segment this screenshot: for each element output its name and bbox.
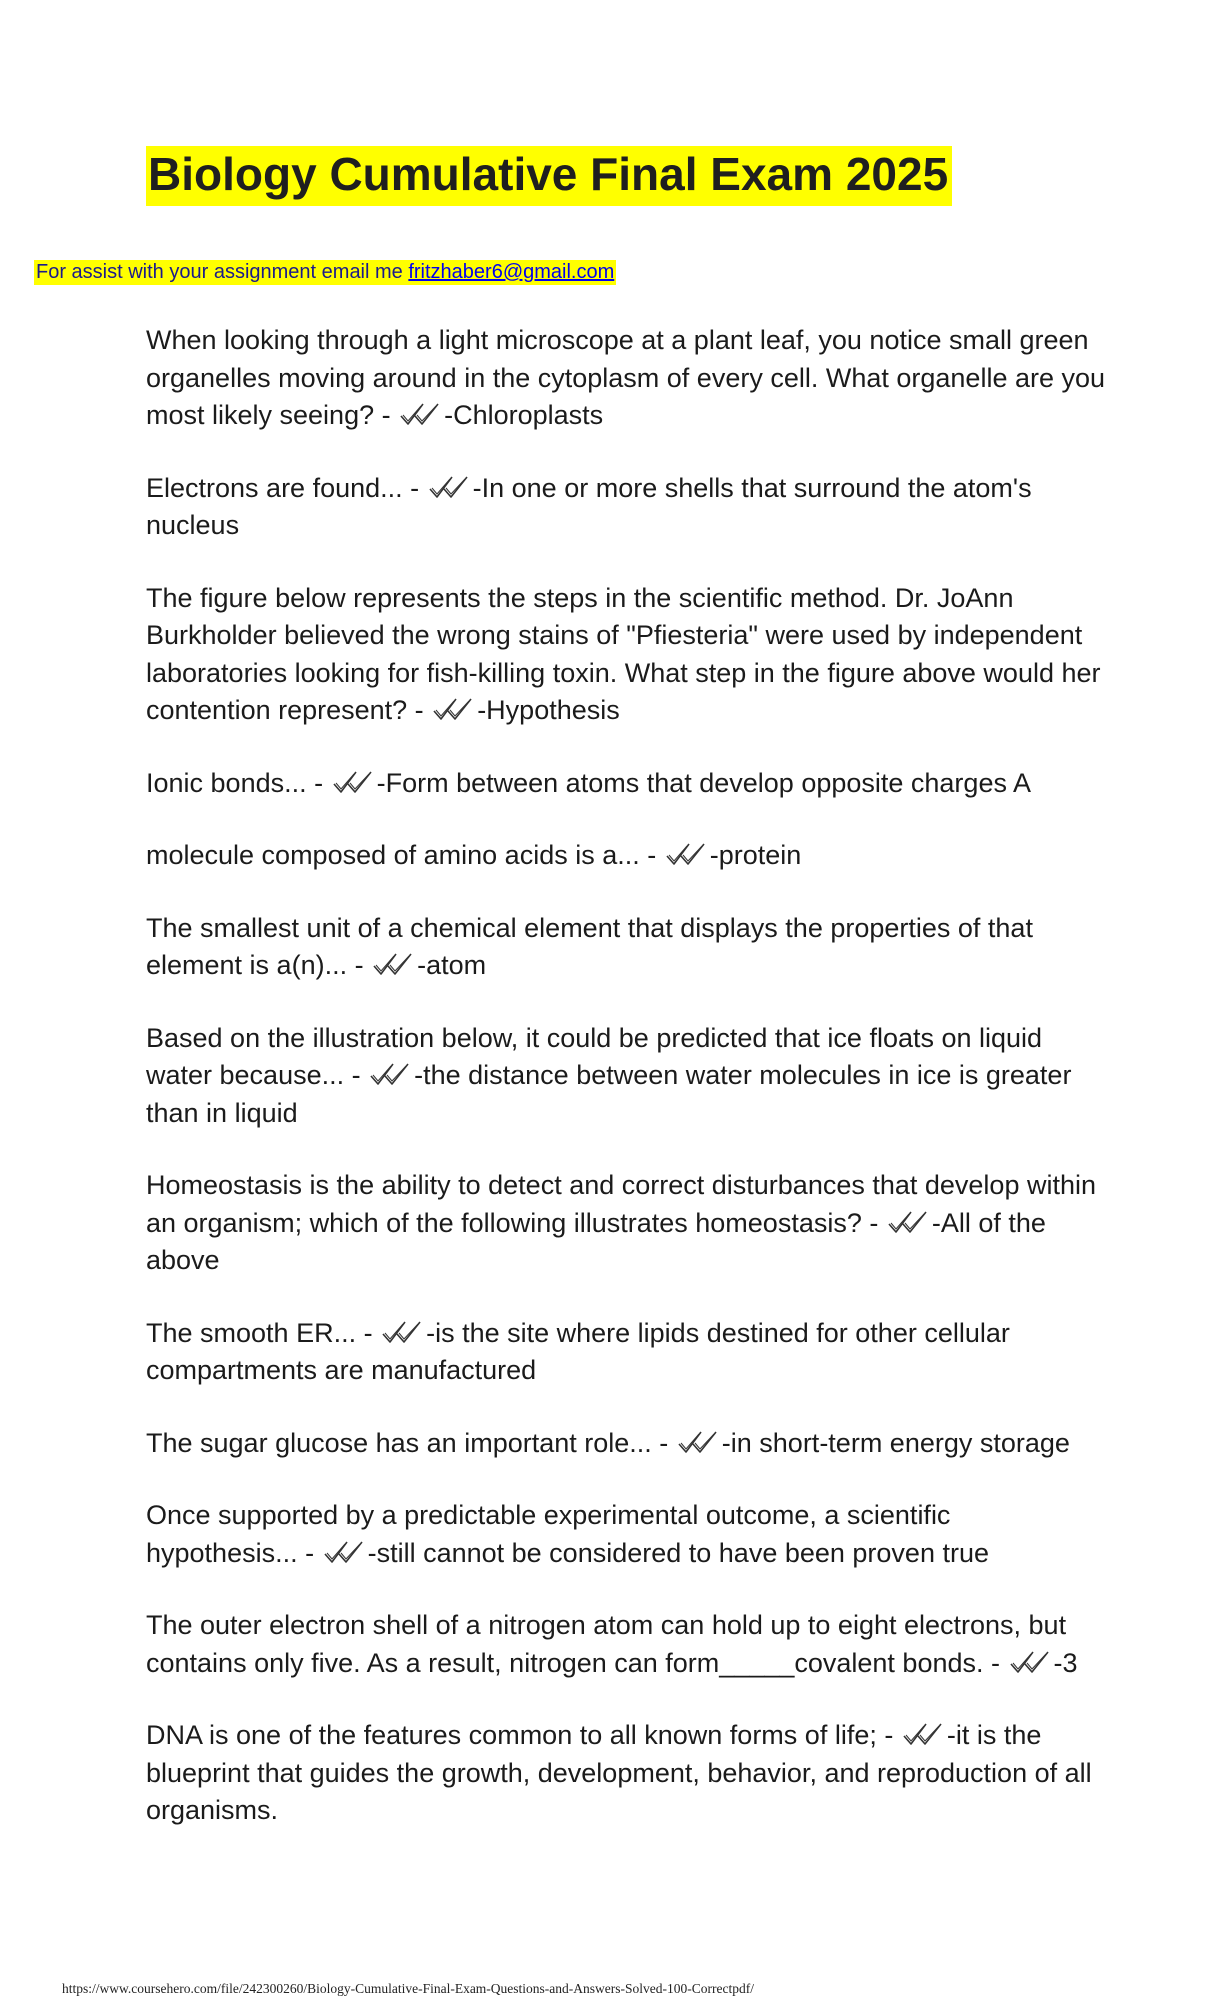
answer-text: -Form between atoms that develop opposite charges A	[376, 767, 1031, 798]
double-check-icon	[665, 841, 709, 867]
double-check-icon	[369, 1061, 413, 1087]
question-text: The sugar glucose has an important role... -	[146, 1427, 676, 1458]
double-check-icon	[902, 1721, 946, 1747]
double-check-icon	[677, 1429, 721, 1455]
answer-text: -the distance between water molecules in ice is greater than in liquid	[146, 1060, 1072, 1128]
double-check-icon	[432, 696, 476, 722]
answer-text: -3	[1053, 1647, 1078, 1678]
double-check-icon	[332, 769, 376, 795]
double-check-icon	[428, 474, 472, 500]
footer-url: https://www.coursehero.com/file/242300260/Biology-Cumulative-Final-Exam-Questions-and-Answers-Solved-100-Correctpdf/	[62, 1981, 754, 1996]
question-text: The outer electron shell of a nitrogen atom can hold up to eight electrons, but contains only five. As a result, nitrogen can form_____covalent bonds. -	[146, 1610, 1067, 1678]
qa-item	[146, 1497, 1106, 1572]
qa-item	[146, 1607, 1106, 1682]
answer-text: -In one or more shells that surround the atom's nucleus	[146, 472, 1032, 540]
answer-text: -is the site where lipids destined for other cellular compartments are manufactured	[146, 1317, 1010, 1385]
answer-text: -in short-term energy storage	[721, 1427, 1070, 1458]
contact-text: For assist with your assignment email me	[36, 261, 409, 283]
double-check-icon	[372, 951, 416, 977]
answer-text: -All of the above	[146, 1207, 1046, 1275]
question-text: molecule composed of amino acids is a... -	[146, 840, 664, 870]
qa-item	[146, 1167, 1106, 1280]
qa-item	[146, 322, 1106, 435]
qa-list	[146, 322, 1106, 1865]
question-text: The smooth ER... -	[146, 1317, 381, 1348]
answer-text: -still cannot be considered to have been proven true	[367, 1537, 989, 1568]
double-check-icon	[399, 401, 443, 427]
double-check-icon	[381, 1319, 425, 1345]
document-title: Biology Cumulative Final Exam 2025	[146, 146, 952, 206]
question-text: Ionic bonds... -	[146, 767, 331, 798]
answer-text: -atom	[417, 950, 487, 980]
double-check-icon	[887, 1209, 931, 1235]
qa-item	[146, 1315, 1106, 1390]
question-text: When looking through a light microscope at a plant leaf, you notice small green organelles moving around in the cytoplasm of every cell. What organelle are you most likely seeing? -	[146, 325, 1106, 430]
question-text: Homeostasis is the ability to detect and correct disturbances that develop within an organism; which of the following illustrates homeostasis? -	[146, 1170, 1096, 1238]
contact-line	[34, 260, 616, 285]
answer-text: -Hypothesis	[477, 695, 620, 725]
qa-item	[146, 1717, 1106, 1830]
answer-text: -it is the blueprint that guides the growth, development, behavior, and reproduction of all organisms.	[146, 1720, 1092, 1825]
qa-item	[146, 837, 1106, 875]
qa-item	[146, 1425, 1106, 1463]
qa-item	[146, 580, 1106, 730]
qa-item	[146, 1020, 1106, 1133]
question-text: Once supported by a predictable experimental outcome, a scientific hypothesis... -	[146, 1500, 951, 1568]
question-text: The figure below represents the steps in the scientific method. Dr. JoAnn Burkholder believed the wrong stains of "Pfiesteria" were used by independent laboratories looking for fish-killing toxin. What step in the figure above would her contention represent? -	[146, 582, 1101, 725]
question-text: Electrons are found... -	[146, 472, 427, 503]
question-text: DNA is one of the features common to all known forms of life; -	[146, 1720, 901, 1750]
question-text: Based on the illustration below, it could be predicted that ice floats on liquid water because... -	[146, 1022, 1043, 1090]
qa-item	[146, 470, 1106, 545]
question-text: The smallest unit of a chemical element that displays the properties of that element is a(n)... -	[146, 912, 1033, 980]
qa-item	[146, 765, 1106, 803]
double-check-icon	[323, 1539, 367, 1565]
qa-item	[146, 910, 1106, 985]
email-link[interactable]: fritzhaber6@gmail.com	[408, 261, 615, 283]
double-check-icon	[1009, 1649, 1053, 1675]
answer-text: -Chloroplasts	[444, 400, 604, 430]
answer-text: -protein	[709, 840, 802, 870]
